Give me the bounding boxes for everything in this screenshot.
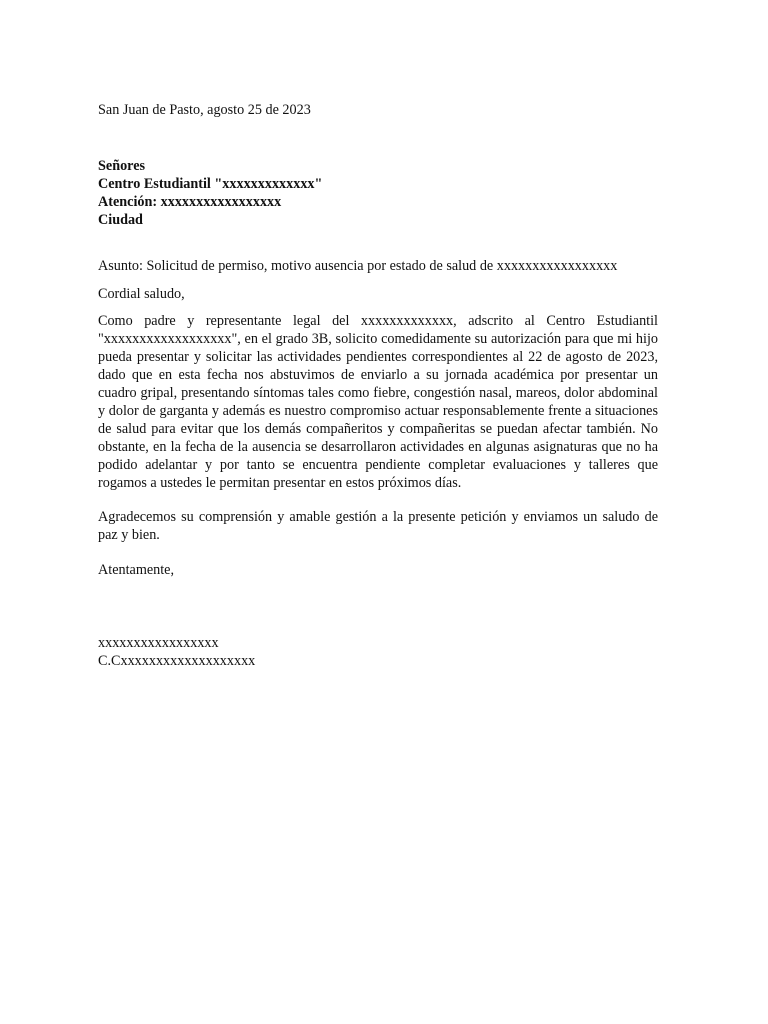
- recipient-attention: Atención: xxxxxxxxxxxxxxxxx: [98, 194, 282, 210]
- subject-line: Asunto: Solicitud de permiso, motivo ausencia por estado de salud de xxxxxxxxxxxxxxxxx: [98, 258, 618, 274]
- place-date: San Juan de Pasto, agosto 25 de 2023: [98, 102, 311, 118]
- signature-name: xxxxxxxxxxxxxxxxx: [98, 635, 219, 651]
- recipient-salutation: Señores: [98, 158, 146, 174]
- body-paragraph: Como padre y representante legal del xxxxxxxxxxxxx, adscrito al Centro Estudiantil "xxxxxxxxxxxxxxxxxx", en el grado 3B, solicito comedidamente su autorización para que mi hijo pueda presentar y solicitar las actividades pendientes correspondientes al 22 de agosto de 2023, dado que en esta fecha nos abstuvimos de enviarlo a su jornada académica por presentar un cuadro gripal, presentando síntomas tales como fiebre, congestión nasal, mareos, dolor abdominal y dolor de garganta y además es nuestro compromiso actuar responsablemente frente a situaciones de salud para evitar que los demás compañeritos y compañeritas se puedan afectar también. No obstante, en la fecha de la ausencia se desarrollaron actividades en algunas asignaturas que no ha podido adelantar y por tanto se encuentra pendiente completar evaluaciones y talleres que rogamos a ustedes le permitan presentar en estos próximos días.: [98, 313, 658, 491]
- closing-paragraph: Agradecemos su comprensión y amable gestión a la presente petición y enviamos un saludo de paz y bien.: [98, 509, 658, 543]
- sign-off: Atentamente,: [98, 562, 175, 578]
- recipient-city: Ciudad: [98, 212, 143, 228]
- signature-id: C.Cxxxxxxxxxxxxxxxxxxx: [98, 653, 256, 669]
- greeting: Cordial saludo,: [98, 286, 185, 302]
- recipient-organization: Centro Estudiantil "xxxxxxxxxxxxx": [98, 176, 323, 192]
